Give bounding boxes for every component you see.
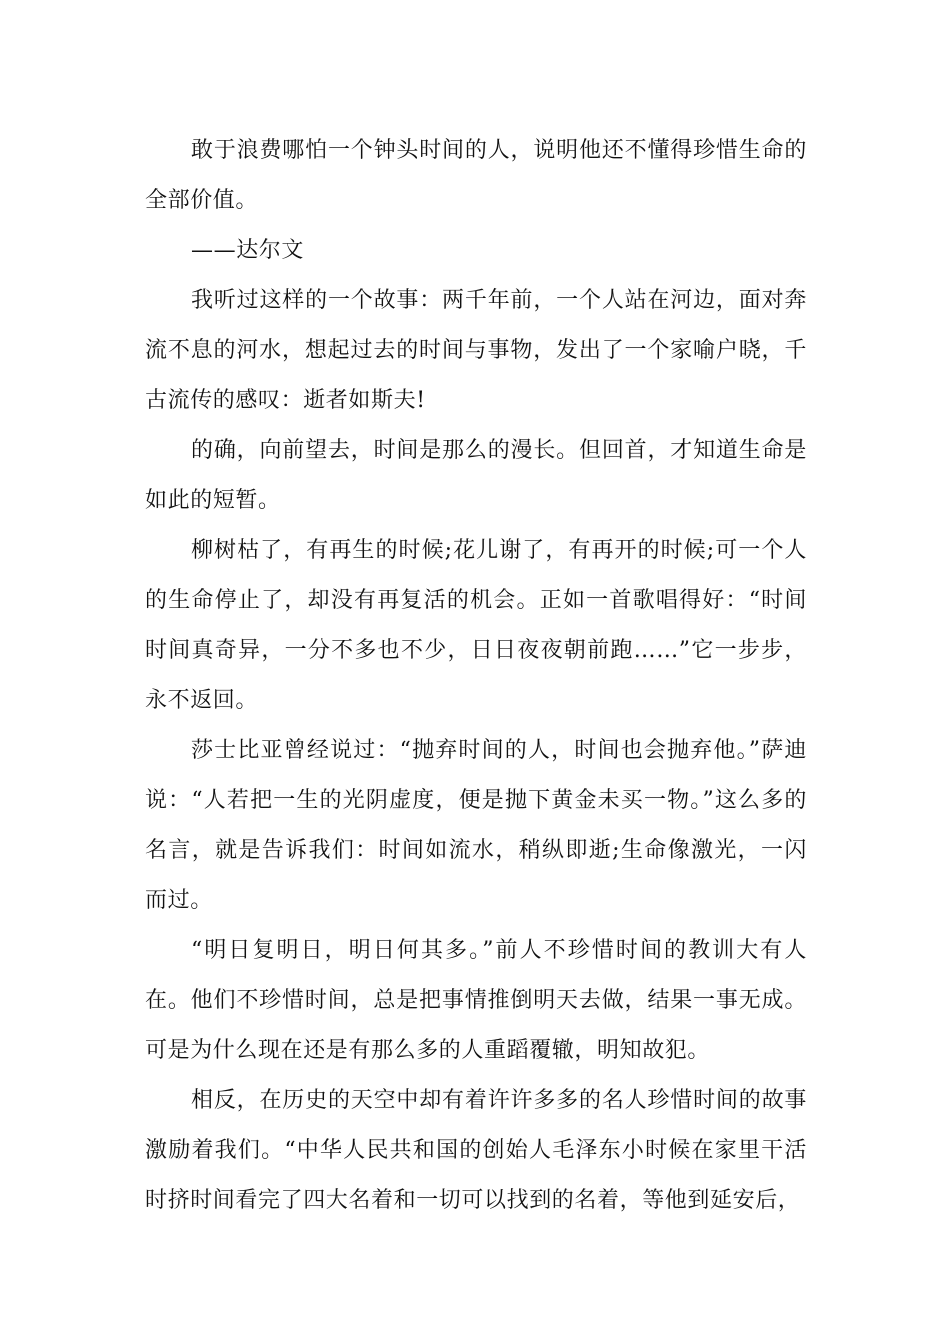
paragraph-tomorrow: “明日复明日，明日何其多。”前人不珍惜时间的教训大有人在。他们不珍惜时间，总是把事情推倒明天去做，结果一事无成。可是为什么现在还是有那么多的人重蹈覆辙，明知故犯。	[145, 938, 807, 1063]
paragraph-willow: 柳树枯了，有再生的时候;花儿谢了，有再开的时候;可一个人的生命停止了，却没有再复活的机会。正如一首歌唱得好：“时间时间真奇异，一分不多也不少，日日夜夜朝前跑……”它一步步，永不返回。	[145, 538, 807, 713]
paragraph-story: 我听过这样的一个故事：两千年前，一个人站在河边，面对奔流不息的河水，想起过去的时间与事物，发出了一个家喻户晓，千古流传的感叹：逝者如斯夫!	[145, 288, 807, 413]
paragraph-attribution: ——达尔文	[191, 238, 305, 263]
document-body	[145, 126, 807, 1226]
paragraph-reflection: 的确，向前望去，时间是那么的漫长。但回首，才知道生命是如此的短暂。	[145, 438, 807, 513]
paragraph-darwin-quote: 敢于浪费哪怕一个钟头时间的人，说明他还不懂得珍惜生命的全部价值。	[145, 138, 807, 213]
paragraph-historical-figures: 相反，在历史的天空中却有着许许多多的名人珍惜时间的故事激励着我们。“中华人民共和国的创始人毛泽东小时候在家里干活时挤时间看完了四大名着和一切可以找到的名着，等他到延安后，	[145, 1088, 807, 1213]
paragraph-shakespeare: 莎士比亚曾经说过：“抛弃时间的人，时间也会抛弃他。”萨迪说：“人若把一生的光阴虚度，便是抛下黄金未买一物。”这么多的名言，就是告诉我们：时间如流水，稍纵即逝;生命像激光，一闪而过。	[145, 738, 807, 913]
